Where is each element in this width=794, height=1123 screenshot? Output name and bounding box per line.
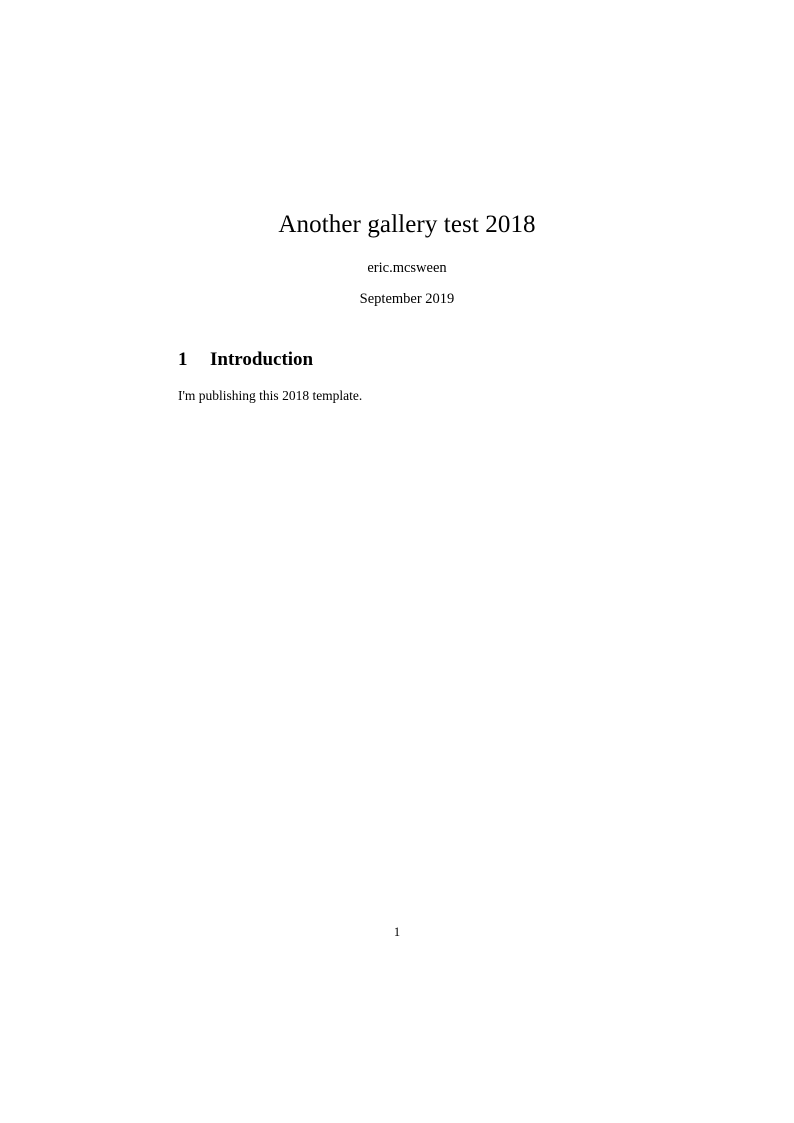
- section-title: Introduction: [210, 348, 314, 370]
- section-paragraph: I'm publishing this 2018 template.: [178, 387, 363, 403]
- document-author: eric.mcsween: [367, 260, 447, 276]
- page-number: 1: [393, 925, 401, 939]
- document-date: September 2019: [359, 291, 455, 308]
- document-content: [178, 0, 636, 405]
- page-title: Another gallery test 2018: [278, 211, 536, 238]
- section-number: 1: [178, 348, 188, 370]
- section-heading-introduction: [178, 309, 636, 372]
